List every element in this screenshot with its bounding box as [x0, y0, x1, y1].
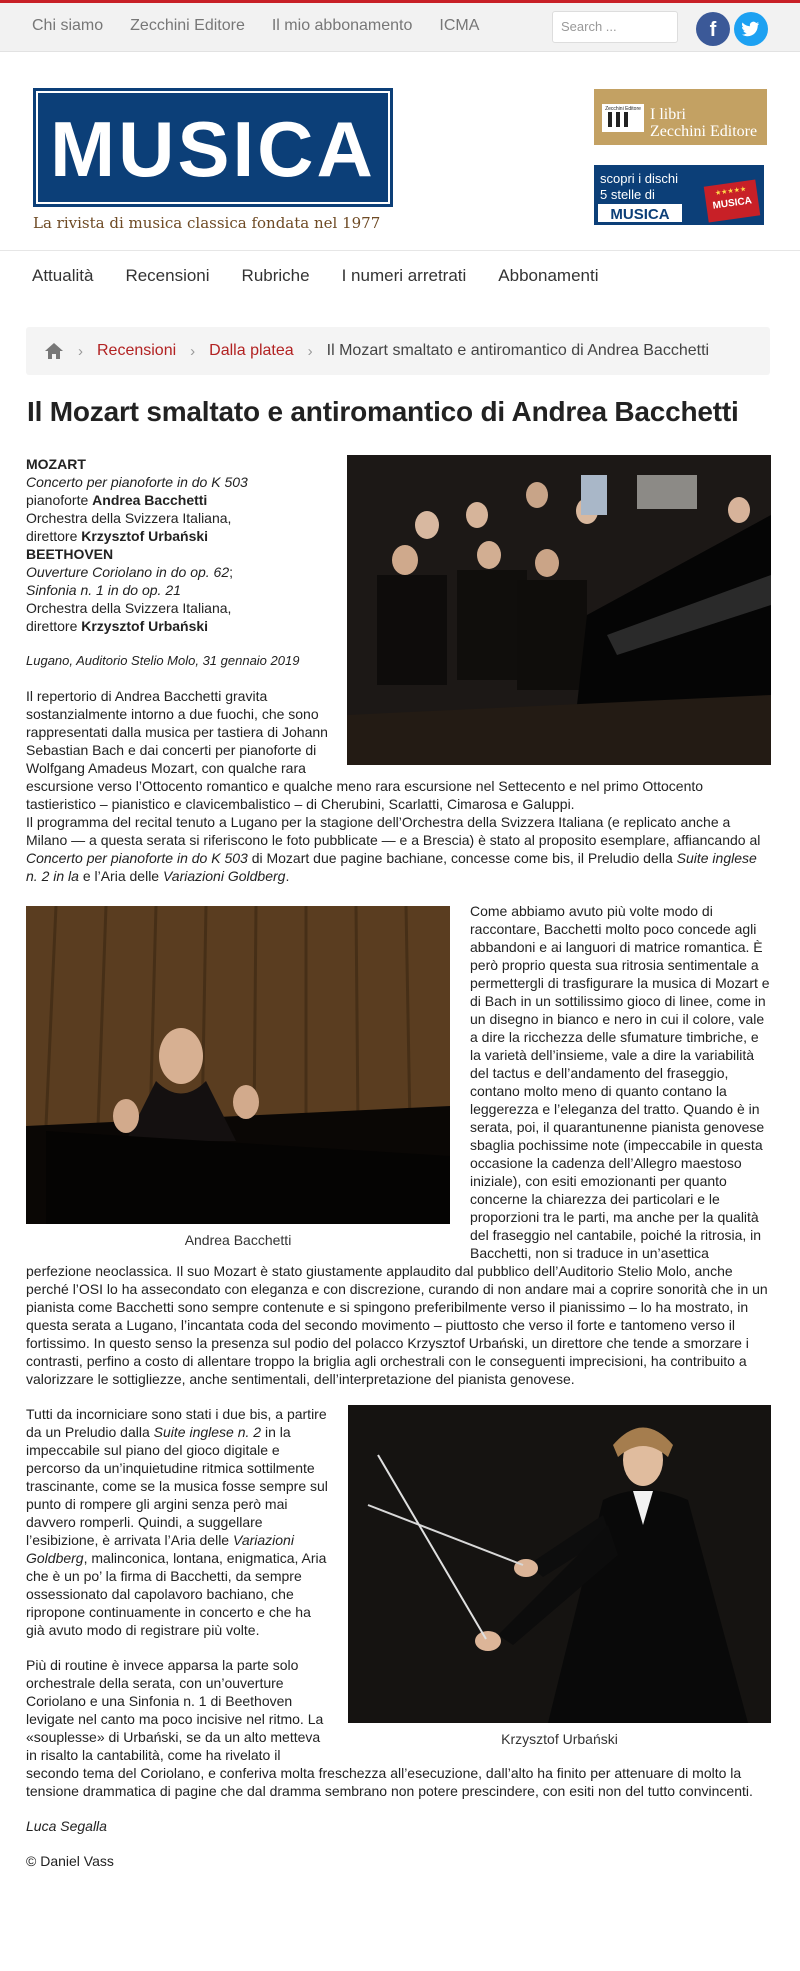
- composer-mozart: MOZART: [26, 456, 86, 472]
- director-line-2: direttore Krzysztof Urbański: [26, 618, 209, 634]
- site-header: [0, 52, 800, 285]
- work-sinfonia-1: Sinfonia n. 1 in do op. 21: [26, 582, 181, 598]
- nav-abbonamenti[interactable]: Abbonamenti: [498, 266, 599, 285]
- banner1-line1: I libri: [650, 106, 686, 123]
- photo-credit: © Daniel Vass: [26, 1853, 114, 1869]
- pianist-name: Andrea Bacchetti: [92, 492, 208, 508]
- photo-bacchetti: [26, 906, 450, 1249]
- top-nav: [32, 17, 506, 35]
- banner1-badge: Zecchini Editore: [605, 106, 641, 112]
- photo-caption-urbanski: Krzysztof Urbański: [501, 1731, 618, 1747]
- conductor-name-1: Krzysztof Urbański: [81, 528, 209, 544]
- logo-text: MUSICA: [50, 105, 376, 193]
- work-concerto-k503: Concerto per pianoforte in do K 503: [26, 474, 248, 490]
- nav-attualita[interactable]: Attualità: [32, 266, 94, 285]
- banner2-logo: MUSICA: [610, 206, 670, 223]
- orchestra-image: [347, 455, 771, 765]
- pianist-line: pianoforte Andrea Bacchetti: [26, 492, 208, 508]
- banner2-stamp: MUSICA: [712, 195, 753, 212]
- facebook-button[interactable]: [696, 12, 730, 46]
- search-input[interactable]: Search ...: [552, 11, 678, 43]
- banner2-line1: scopri i dischi: [600, 171, 679, 186]
- director-line-1: direttore Krzysztof Urbański: [26, 528, 209, 544]
- facebook-glyph: f: [709, 19, 717, 41]
- article-author: Luca Segalla: [26, 1818, 107, 1834]
- main-nav: [32, 266, 630, 286]
- venue-date: Lugano, Auditorio Stelio Molo, 31 gennaio 2019: [26, 653, 300, 668]
- conductor-name-2: Krzysztof Urbański: [81, 618, 209, 634]
- chevron-right-icon: ›: [190, 342, 196, 360]
- site-tagline: La rivista di musica classica fondata nel 1977: [33, 214, 381, 232]
- orchestra-line-2: Orchestra della Svizzera Italiana,: [26, 600, 232, 616]
- article-body: [26, 455, 771, 1887]
- svg-text:★★★★★: ★★★★★: [714, 184, 747, 198]
- orchestra-line-1: Orchestra della Svizzera Italiana,: [26, 510, 232, 526]
- banner-libri-zecchini[interactable]: [594, 89, 767, 145]
- twitter-button[interactable]: [734, 12, 768, 46]
- facebook-icon: [696, 12, 730, 46]
- paragraph-1: Il repertorio di Andrea Bacchetti gravita sostanzialmente intorno a due fuochi, che sono rappresentati dalla musica per tastiera di Johann Sebastian Bach e dai concerti per pianoforte di Wolfgang Amadeus Mozart, con qualche rara escursione verso l’Ottocento romantico e qualche meno rara escursione nel Settecento e nel primo Ottocento tastieristico – pianistico e clavicembalistico – di Cherubini, Scarlatti, Cimarosa e Galuppi.: [26, 688, 704, 812]
- bacchetti-image: [26, 906, 450, 1224]
- work-coriolano: Ouverture Coriolano in do op. 62: [26, 564, 230, 580]
- banner1-line2: Zecchini Editore: [650, 123, 758, 140]
- topnav-abbonamento[interactable]: Il mio abbonamento: [271, 17, 413, 34]
- musica-logo[interactable]: [33, 88, 393, 207]
- breadcrumb-dalla-platea[interactable]: Dalla platea: [209, 342, 294, 359]
- topnav-chi-siamo[interactable]: Chi siamo: [32, 17, 104, 34]
- breadcrumb-recensioni[interactable]: Recensioni: [97, 342, 177, 359]
- top-bar: [0, 3, 800, 52]
- paragraph-5: Più di routine è invece apparsa la parte solo orchestrale della serata, con un’ouverture Coriolano e una Sinfonia n. 1 di Beethoven levigate nel canto ma poco incisive nel ritmo. La «souplesse» di Urbański, se da un alto metteva in risalto la cantabilità, come ha rivelato il secondo tema del Coriolano, e conferiva molta freschezza all’esecuzione, dall’alto ha finito per attenuare di molto la tensione drammatica di pagine che dal dramma sembrano non potere prescindere, con esiti non del tutto convincenti.: [26, 1657, 753, 1799]
- banner2-line2: 5 stelle di: [600, 187, 655, 202]
- nav-recensioni[interactable]: Recensioni: [125, 266, 210, 285]
- topnav-zecchini-editore[interactable]: Zecchini Editore: [130, 17, 245, 34]
- nav-rubriche[interactable]: Rubriche: [241, 266, 310, 285]
- topnav-icma[interactable]: ICMA: [439, 17, 480, 34]
- chevron-right-icon: ›: [78, 342, 83, 360]
- banner-dischi-5-stelle[interactable]: [594, 165, 764, 225]
- composer-beethoven: BEETHOVEN: [26, 546, 114, 562]
- page-title: Il Mozart smaltato e antiromantico di Andrea Bacchetti: [27, 396, 739, 427]
- paragraph-3: Come abbiamo avuto più volte modo di raccontare, Bacchetti molto poco concede agli abbandoni e ai languori di matrice romantica. È però proprio questa sua ritrosia sentimentale a permettergli di trasfigurare la musica di Mozart e di Bach in un sottilissimo gioco di linee, come in un disegno in bianco e nero in cui il colore, vale a dire la ricchezza delle sfumature timbriche, e la varietà dell’insieme, vale a dire la variabilità del tactus e dell’andamento del fraseggio, contano molto meno di quanto contano la leggerezza e l’eleganza del tratto. Quando è in serata, poi, il quarantunenne pianista genovese sbaglia pochissime note (impeccabile in questa occasione la cadenza dell’Allegro maestoso iniziale), con esiti emozionanti per quanto concerne la chiarezza dei particolari e le proporzioni tra le parti, ma anche per la qualità del fraseggio nel cantabile, poiché la ritrosia, in Bacchetti, non si traduce in un’asettica perfezione neoclassica. Il suo Mozart è stato giustamente applaudito dal pubblico dell’Auditorio Stelio Molo, anche perché l’OSI lo ha assecondato con eleganza e con discrezione, curando di non andare mai a coprire sonorità che in un pianista come Bacchetti sono sempre contenute e si spingono preferibilmente verso il pianissimo – lo ha mostrato, in questa serata a Lugano, l’incantata coda del secondo movimento – piuttosto che verso il forte e tantomeno verso il fortissimo. In questo senso la presenza sul podio del polacco Krzysztof Urbański, un direttore che tende a smorzare i contrasti, perfino a costo di allentare troppo la briglia agli orchestrali con le conseguenti imprecisioni, ha contribuito a valorizzare le sottigliezze, anche sentimentali, dell’interpretazione del pianista genovese.: [26, 903, 770, 1387]
- twitter-icon: [734, 12, 768, 46]
- paragraph-4: Tutti da incorniciare sono stati i due bis, a partire da un Preludio dalla Suite inglese n. 2 in la impeccabile sul piano del gioco digitale e percorso da un’inquietudine ritmica sottilmente trascinante, come se la musica fosse sempre sul punto di rompere gli argini senza però mai davvero romperli. Quindi, a suggellare l’esibizione, è arrivata l’Aria delle Variazioni Goldberg, malinconica, lontana, enigmatica, Aria che è un po’ la firma di Bacchetti, da sempre ossessionato dal capolavoro bachiano, che ripropone continuamente in concerto e che ha già avuto modo di registrare più volte.: [26, 1406, 328, 1638]
- chevron-right-icon: ›: [307, 342, 313, 360]
- nav-numeri-arretrati[interactable]: I numeri arretrati: [341, 266, 467, 285]
- urbanski-image: [348, 1405, 771, 1723]
- works-beethoven-line: Ouverture Coriolano in do op. 62;: [26, 564, 234, 580]
- photo-urbanski: [348, 1405, 771, 1748]
- photo-orchestra: [347, 455, 771, 765]
- photo-caption-bacchetti: Andrea Bacchetti: [184, 1232, 292, 1248]
- breadcrumb-current: Il Mozart smaltato e antiromantico di Andrea Bacchetti: [326, 342, 710, 359]
- paragraph-2: Il programma del recital tenuto a Lugano per la stagione dell’Orchestra della Svizzera Italiana (e replicato anche a Milano — a questa serata si riferiscono le foto pubblicate — e a Brescia) è stato al proposito esemplare, affiancando al Concerto per pianoforte in do K 503 di Mozart due pagine bachiane, concesse come bis, il Preludio della Suite inglese n. 2 in la e l’Aria delle Variazioni Goldberg.: [26, 814, 761, 884]
- home-icon[interactable]: [44, 342, 64, 360]
- breadcrumb: [26, 327, 770, 375]
